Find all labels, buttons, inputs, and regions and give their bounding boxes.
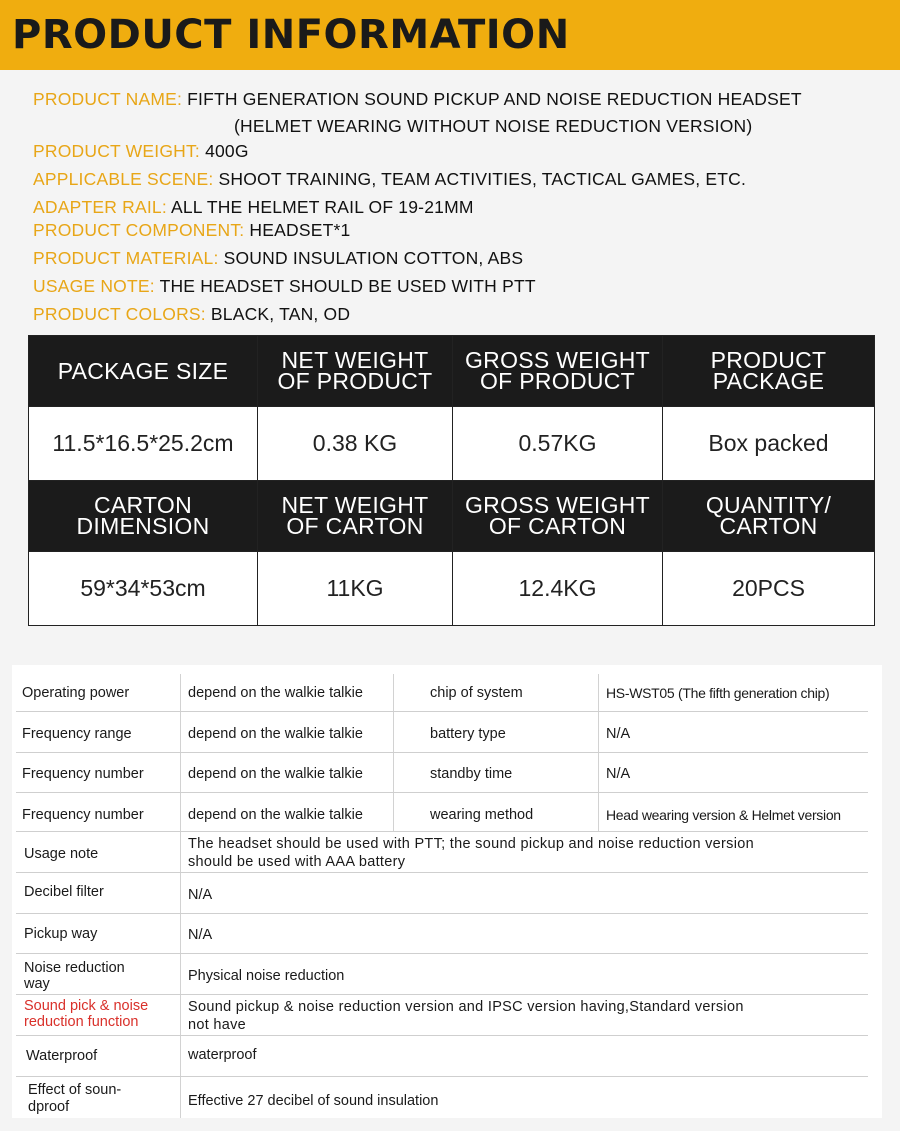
product-component-row	[33, 219, 350, 241]
title-banner	[0, 0, 900, 70]
value-net-weight-carton: 11KG	[258, 552, 453, 626]
spec-header-cell	[29, 481, 258, 552]
header-net-weight-carton-line2: OF CARTON	[286, 513, 424, 539]
spec-header-row	[29, 336, 875, 407]
header-carton-dimension-line1: CARTON	[93, 492, 193, 518]
product-weight-value: 400G	[205, 141, 249, 161]
spec-header-cell	[453, 481, 663, 552]
table-row	[12, 793, 882, 832]
param-key: chip of system	[430, 685, 523, 701]
usage-note-label: USAGE NOTE:	[33, 276, 155, 296]
header-net-weight-product-line2: OF PRODUCT	[277, 368, 433, 394]
product-component-value: HEADSET*1	[249, 220, 351, 240]
param-value: N/A	[188, 927, 213, 943]
param-key-line2: way	[24, 976, 50, 992]
parameter-table	[12, 665, 882, 1118]
spec-header-cell	[663, 481, 875, 552]
table-row	[12, 914, 882, 954]
param-key: Frequency range	[22, 726, 132, 742]
value-quantity-carton: 20PCS	[663, 552, 875, 626]
table-row	[12, 674, 882, 712]
applicable-scene-label: APPLICABLE SCENE:	[33, 169, 214, 189]
product-material-row	[33, 247, 523, 269]
param-key-line1: Effect of soun-	[28, 1082, 122, 1098]
param-value: depend on the walkie talkie	[188, 726, 363, 742]
param-value-line2: should be used with AAA battery	[188, 854, 406, 870]
param-key: Frequency number	[22, 766, 144, 782]
table-row	[12, 1077, 882, 1118]
table-row	[12, 712, 882, 753]
param-key: Frequency number	[22, 807, 144, 823]
header-gross-weight-carton-line1: GROSS WEIGHT	[464, 492, 651, 518]
applicable-scene-value: SHOOT TRAINING, TEAM ACTIVITIES, TACTICAL GAMES, ETC.	[218, 169, 747, 189]
param-key: battery type	[430, 726, 506, 742]
table-row	[12, 1036, 882, 1077]
param-key: Operating power	[22, 685, 130, 701]
product-name-row	[33, 88, 802, 110]
header-net-weight-product-line1: NET WEIGHT	[281, 347, 429, 373]
param-value: Effective 27 decibel of sound insulation	[188, 1093, 439, 1109]
product-colors-row	[33, 303, 350, 325]
usage-note-value: THE HEADSET SHOULD BE USED WITH PTT	[159, 276, 536, 296]
param-value: HS-WST05 (The fifth generation chip)	[606, 685, 830, 701]
spec-header-cell	[258, 481, 453, 552]
product-component-label: PRODUCT COMPONENT:	[33, 220, 245, 240]
table-row	[12, 873, 882, 914]
header-quantity-carton-line2: CARTON	[719, 513, 818, 539]
spec-header-cell	[453, 336, 663, 407]
value-net-weight-product: 0.38 KG	[258, 407, 453, 481]
value-product-package: Box packed	[663, 407, 875, 481]
value-gross-weight-carton: 12.4KG	[453, 552, 663, 626]
usage-note-row	[33, 275, 536, 297]
product-name-value-cont: (HELMET WEARING WITHOUT NOISE REDUCTION VERSION)	[234, 116, 753, 136]
spec-header-cell	[663, 336, 875, 407]
product-weight-label: PRODUCT WEIGHT:	[33, 141, 200, 161]
applicable-scene-row	[33, 168, 746, 190]
param-key: standby time	[430, 766, 513, 782]
header-product-package-line1: PRODUCT	[710, 347, 827, 373]
param-value: N/A	[606, 766, 631, 782]
page-title: PRODUCT INFORMATION	[12, 12, 570, 58]
param-value: depend on the walkie talkie	[188, 685, 363, 701]
value-package-size: 11.5*16.5*25.2cm	[29, 407, 258, 481]
param-value-line2: not have	[188, 1017, 247, 1033]
table-row	[12, 753, 882, 793]
param-value: depend on the walkie talkie	[188, 766, 363, 782]
header-gross-weight-product-line2: OF PRODUCT	[479, 368, 636, 394]
product-colors-label: PRODUCT COLORS:	[33, 304, 206, 324]
value-gross-weight-product: 0.57KG	[453, 407, 663, 481]
param-value: Head wearing version & Helmet version	[606, 807, 841, 823]
spec-value-row	[29, 552, 875, 626]
header-carton-dimension-line2: DIMENSION	[76, 513, 210, 539]
param-value: depend on the walkie talkie	[188, 807, 363, 823]
param-key-line2: dproof	[28, 1099, 70, 1115]
param-value: N/A	[606, 726, 631, 742]
product-name-value: FIFTH GENERATION SOUND PICKUP AND NOISE REDUCTION HEADSET	[187, 89, 802, 109]
header-gross-weight-carton-line2: OF CARTON	[488, 513, 627, 539]
header-gross-weight-product-line1: GROSS WEIGHT	[464, 347, 651, 373]
table-row	[12, 832, 882, 873]
adapter-rail-row	[33, 196, 474, 218]
param-key-line1: Noise reduction	[24, 960, 125, 976]
param-value: N/A	[188, 887, 213, 903]
param-key: wearing method	[430, 807, 534, 823]
param-key: Pickup way	[24, 926, 98, 942]
adapter-rail-value: ALL THE HELMET RAIL OF 19-21MM	[171, 197, 474, 217]
value-carton-dimension: 59*34*53cm	[29, 552, 258, 626]
spec-header-row	[29, 481, 875, 552]
param-key: Decibel filter	[24, 884, 104, 900]
param-value-line1: Sound pickup & noise reduction version and IPSC version having,Standard version	[188, 999, 744, 1015]
product-weight-row	[33, 140, 249, 162]
product-material-value: SOUND INSULATION COTTON, ABS	[223, 248, 524, 268]
header-quantity-carton-line1: QUANTITY/	[705, 492, 832, 518]
table-row	[12, 954, 882, 995]
param-key: Usage note	[24, 846, 99, 862]
param-key-line2: reduction function	[24, 1014, 139, 1030]
header-package-size: PACKAGE SIZE	[57, 357, 229, 384]
header-product-package-line2: PACKAGE	[712, 368, 825, 394]
param-key: Waterproof	[26, 1048, 98, 1064]
spec-value-row	[29, 407, 875, 481]
product-colors-value: BLACK, TAN, OD	[210, 304, 351, 324]
spec-header-cell	[258, 336, 453, 407]
param-value-line1: The headset should be used with PTT; the sound pickup and noise reduction version	[188, 836, 754, 852]
spec-header-cell	[29, 336, 258, 407]
adapter-rail-label: ADAPTER RAIL:	[33, 197, 167, 217]
header-net-weight-carton-line1: NET WEIGHT	[281, 492, 429, 518]
product-material-label: PRODUCT MATERIAL:	[33, 248, 219, 268]
param-key-line1: Sound pick & noise	[24, 998, 149, 1014]
param-value: waterproof	[188, 1047, 257, 1063]
product-name-label: PRODUCT NAME:	[33, 89, 183, 109]
param-value: Physical noise reduction	[188, 968, 345, 984]
packaging-spec-table	[28, 335, 875, 626]
table-row	[12, 995, 882, 1036]
